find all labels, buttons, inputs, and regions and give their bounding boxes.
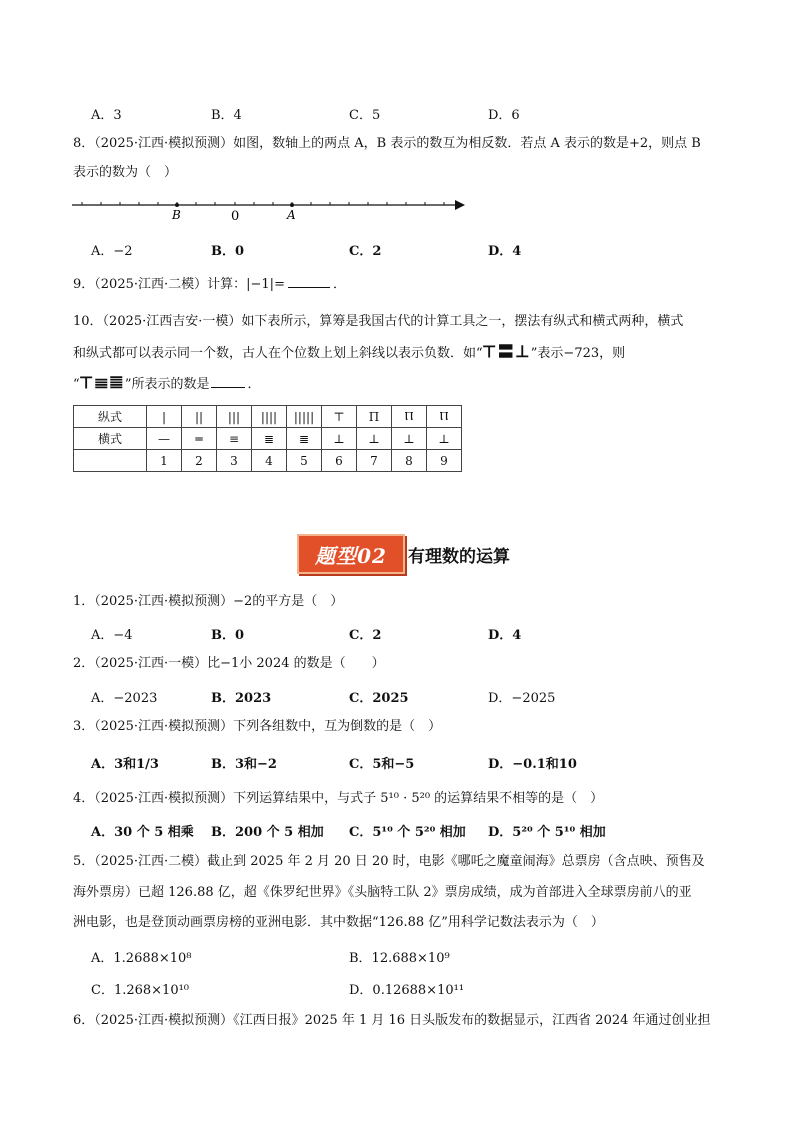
q7-option-d: D．6 <box>488 108 520 123</box>
q9-abs-expr: |−1| <box>246 277 275 292</box>
s2-q4-option-a: A．30 个 5 相乘 <box>91 825 194 840</box>
row-header: 纵式 <box>74 406 147 428</box>
point-b <box>175 203 179 207</box>
q10-answer-blank <box>211 375 245 388</box>
s2-q5-option-b: B．12.688×10⁹ <box>349 951 450 966</box>
s2-q2-option-d: D．−2025 <box>488 691 556 706</box>
s2-q4-option-c: C．5¹⁰ 个 5²⁰ 相加 <box>349 825 466 840</box>
q10-line3-c: ． <box>247 377 261 392</box>
q7-option-a: A．3 <box>91 108 122 123</box>
section-badge <box>297 534 405 574</box>
s2-q2-option-a: A．−2023 <box>91 691 158 706</box>
s2-q5-option-d: D．0.12688×10¹¹ <box>349 983 465 998</box>
s2-q6-stem: 6．（2025·江西·模拟预测）《江西日报》2025 年 1 月 16 日头版发布的数据显示，江西省 2024 年通过创业担 <box>73 1013 711 1028</box>
table-row-numbers <box>74 450 462 472</box>
vertical-rod: Ⲡ <box>427 406 462 428</box>
s2-q2-option-b: B．2023 <box>211 691 272 706</box>
horizontal-rod: ≣ <box>287 428 322 450</box>
q9-end: ． <box>332 277 346 292</box>
table-row-vertical <box>74 406 462 428</box>
q7-option-c: C．5 <box>349 108 381 123</box>
q10-question-rods: 𝍮𝍣𝍤 <box>79 373 125 392</box>
label-a: A <box>287 208 296 222</box>
s2-q1-option-b: B．0 <box>211 628 245 643</box>
s2-q5-option-a: A．1.2688×10⁸ <box>91 951 192 966</box>
vertical-rod: ||||| <box>287 406 322 428</box>
s2-q2-stem: 2．（2025·江西·一模）比−1小 2024 的数是（ ） <box>73 656 385 671</box>
q10-stem-line1: 10．（2025·江西吉安·一模）如下表所示，算筹是我国古代的计算工具之一，摆法有纵式和横式两种，横式 <box>73 314 684 329</box>
vertical-rod: Π <box>357 406 392 428</box>
s2-q4-stem: 4．（2025·江西·模拟预测）下列运算结果中，与式子 5¹⁰ · 5²⁰ 的运算结果不相等的是（ ） <box>73 791 604 806</box>
s2-q1-option-a: A．−4 <box>91 628 133 643</box>
s2-q5-line2: 海外票房）已超 126.88 亿，超《侏罗纪世界》《头脑特工队 2》票房成绩，成为首部进入全球票房前八的亚 <box>73 885 692 900</box>
vertical-rod: || <box>182 406 217 428</box>
vertical-rod: |||| <box>252 406 287 428</box>
s2-q5-line1: 5．（2025·江西·二模）截止到 2025 年 2 月 20 日 20 时，电影《哪吒之魔童闹海》总票房（含点映、预售及 <box>73 854 705 869</box>
s2-q5-line3: 洲电影，也是登顶动画票房榜的亚洲电影．其中数据“126.88 亿”用科学记数法表示为（ ） <box>73 915 604 930</box>
label-origin: 0 <box>231 209 240 224</box>
s2-q2-option-c: C．2025 <box>349 691 409 706</box>
s2-q3-option-d: D．−0.1和10 <box>488 757 577 772</box>
vertical-rod: Ⲡ <box>392 406 427 428</box>
horizontal-rod: ⊥ <box>392 428 427 450</box>
row-header <box>74 450 147 472</box>
s2-q4-option-b: B．200 个 5 相加 <box>211 825 324 840</box>
table-row-horizontal <box>74 428 462 450</box>
q8-option-b: B．0 <box>211 244 245 259</box>
section-title: 有理数的运算 <box>408 547 510 567</box>
horizontal-rod: ≡ <box>217 428 252 450</box>
digit-cell: 3 <box>217 450 252 472</box>
s2-q3-option-c: C．5和−5 <box>349 757 415 772</box>
horizontal-rod: ≣ <box>252 428 287 450</box>
q8-stem-line2: 表示的数为（ ） <box>73 165 178 180</box>
q8-stem-line1: 8．（2025·江西·模拟预测）如图，数轴上的两点 A，B 表示的数互为相反数．若点 A 表示的数是+2，则点 B <box>73 136 701 151</box>
q8-option-d: D．4 <box>488 244 522 259</box>
label-b: B <box>172 208 181 222</box>
q10-line2-a: 和纵式都可以表示同一个数，古人在个位数上划上斜线以表示负数．如“ <box>73 346 483 361</box>
horizontal-rod: ⊥ <box>357 428 392 450</box>
s2-q3-option-a: A．3和1/3 <box>91 757 159 772</box>
horizontal-rod: ═ <box>182 428 217 450</box>
digit-cell: 5 <box>287 450 322 472</box>
section-badge-text: 题型02 <box>315 543 387 568</box>
q9-answer-blank <box>288 275 330 288</box>
horizontal-rod: ⊥ <box>322 428 357 450</box>
digit-cell: 7 <box>357 450 392 472</box>
digit-cell: 2 <box>182 450 217 472</box>
number-line <box>70 193 470 225</box>
q10-line2-b: ”表示−723，则 <box>530 346 626 361</box>
s2-q3-stem: 3．（2025·江西·模拟预测）下列各组数中，互为倒数的是（ ） <box>73 719 442 734</box>
vertical-rod: ⊤ <box>322 406 357 428</box>
digit-cell: 9 <box>427 450 462 472</box>
horizontal-rod: ⊥ <box>427 428 462 450</box>
counting-rods-table <box>73 405 462 472</box>
q8-option-a: A．−2 <box>91 244 133 259</box>
digit-cell: 8 <box>392 450 427 472</box>
q10-line3-b: ”所表示的数是 <box>124 377 210 392</box>
q8-option-c: C．2 <box>349 244 382 259</box>
vertical-rod: | <box>147 406 182 428</box>
digit-cell: 4 <box>252 450 287 472</box>
digit-cell: 6 <box>322 450 357 472</box>
point-a <box>290 203 294 207</box>
row-header: 横式 <box>74 428 147 450</box>
digit-cell: 1 <box>147 450 182 472</box>
s2-q1-option-c: C．2 <box>349 628 382 643</box>
q10-stem-line2 <box>73 343 625 363</box>
s2-q4-option-d: D．5²⁰ 个 5¹⁰ 相加 <box>488 825 606 840</box>
q10-example-rods: 𝍮〓𝍥 <box>482 342 531 361</box>
q10-stem-line3 <box>73 374 261 394</box>
q7-option-b: B．4 <box>211 108 242 123</box>
q9-stem: 9．（2025·江西·二模）计算：|−1|= ． <box>73 277 346 292</box>
s2-q1-option-d: D．4 <box>488 628 522 643</box>
horizontal-rod: — <box>147 428 182 450</box>
q9-text: 9．（2025·江西·二模）计算： <box>73 277 247 292</box>
vertical-rod: ||| <box>217 406 252 428</box>
s2-q1-stem: 1．（2025·江西·模拟预测）−2的平方是（ ） <box>73 594 344 609</box>
q10-line3-a: “ <box>73 377 80 392</box>
s2-q5-option-c: C．1.268×10¹⁰ <box>91 983 190 998</box>
s2-q3-option-b: B．3和−2 <box>211 757 277 772</box>
